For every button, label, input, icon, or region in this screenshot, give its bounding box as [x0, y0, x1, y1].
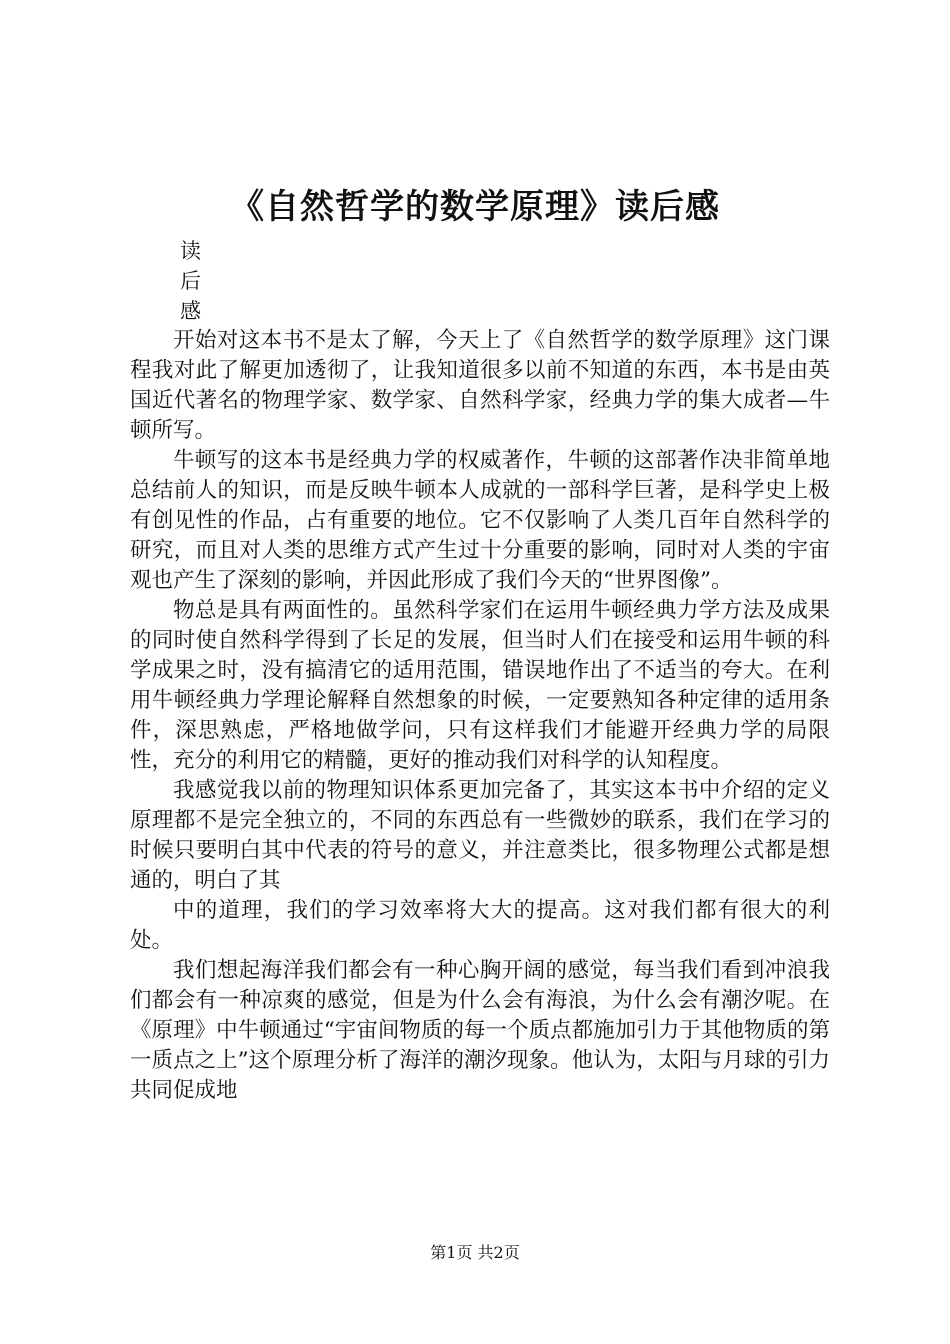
page-footer: 第1页 共2页: [430, 1243, 520, 1262]
paragraph: 中的道理，我们的学习效率将大大的提高。这对我们都有很大的利处。: [130, 898, 830, 953]
paragraph: 牛顿写的这本书是经典力学的权威著作，牛顿的这部著作决非简单地总结前人的知识，而是反映牛顿本人成就的一部科学巨著，是科学史上极有创见性的作品，占有重要的地位。它不仅影响了人类几百年自然科学的研究，而且对人类的思维方式产生过十分重要的影响，同时对人类的宇宙观也产生了深刻的影响，并因此形成了我们今天的“世界图像”。: [130, 448, 830, 593]
paragraph: 开始对这本书不是太了解，今天上了《自然哲学的数学原理》这门课程我对此了解更加透彻了，让我知道很多以前不知道的东西，本书是由英国近代著名的物理学家、数学家、自然科学家，经典力学的集大成者—牛顿所写。: [130, 328, 830, 443]
paragraph: 我们想起海洋我们都会有一种心胸开阔的感觉，每当我们看到冲浪我们都会有一种凉爽的感觉，但是为什么会有海浪，为什么会有潮汐呢。在《原理》中牛顿通过“宇宙间物质的每一个质点都施加引力于其他物质的第一质点之上”这个原理分析了海洋的潮汐现象。他认为，太阳与月球的引力共同促成地: [130, 958, 830, 1103]
vertical-heading-char: 后: [180, 269, 201, 293]
paragraph: 物总是具有两面性的。虽然科学家们在运用牛顿经典力学方法及成果的同时使自然科学得到了长足的发展，但当时人们在接受和运用牛顿的科学成果之时，没有搞清它的适用范围，错误地作出了不适当的夸大。在利用牛顿经典力学理论解释自然想象的时候，一定要熟知各种定律的适用条件，深思熟虑，严格地做学问，只有这样我们才能避开经典力学的局限性，充分的利用它的精髓，更好的推动我们对科学的认知程度。: [130, 598, 830, 773]
vertical-heading-char: 感: [180, 299, 201, 323]
paragraph: 我感觉我以前的物理知识体系更加完备了，其实这本书中介绍的定义原理都不是完全独立的，不同的东西总有一些微妙的联系，我们在学习的时候只要明白其中代表的符号的意义，并注意类比，很多物理公式都是想通的，明白了其: [130, 778, 830, 893]
document-body: [130, 326, 830, 1106]
vertical-heading: [180, 236, 201, 326]
vertical-heading-char: 读: [180, 239, 201, 263]
document-title: 《自然哲学的数学原理》读后感: [230, 187, 720, 227]
